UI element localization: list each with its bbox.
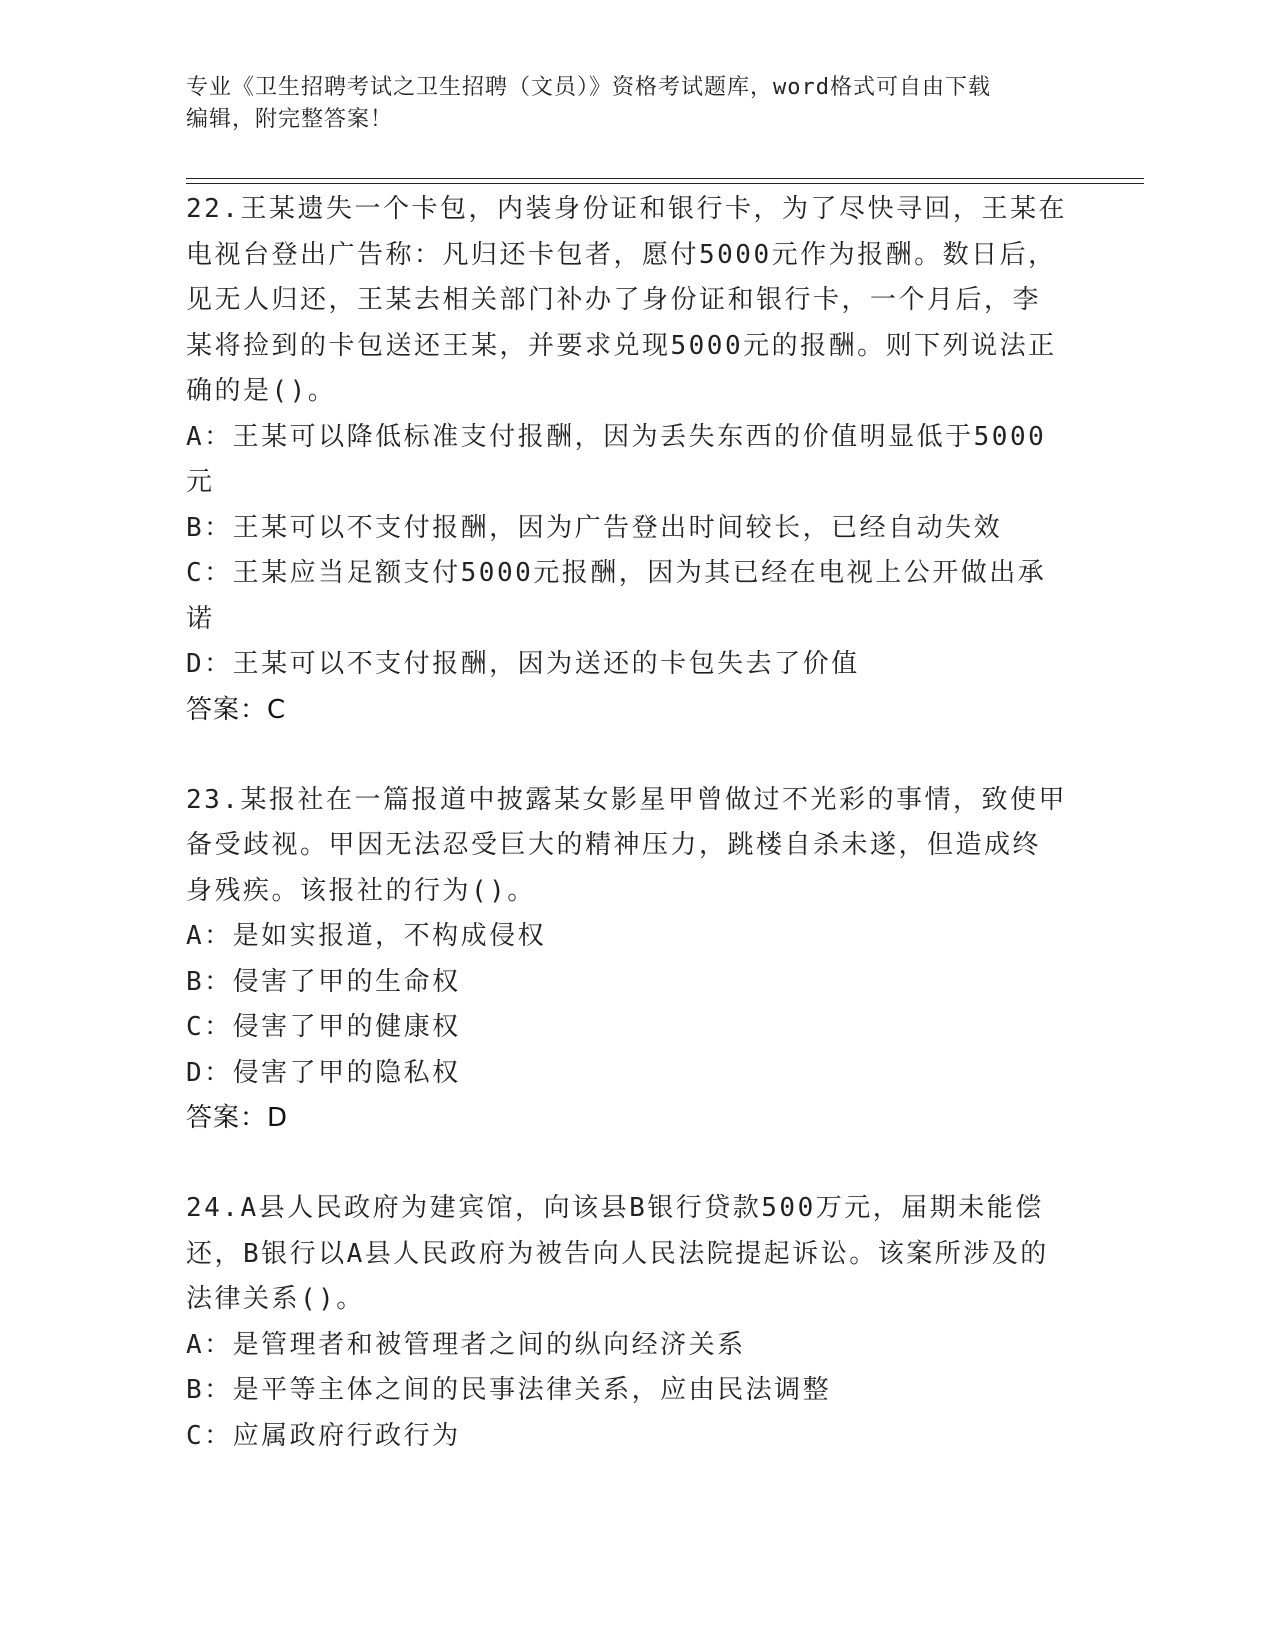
- question-text-line: 法律关系()。: [186, 1284, 365, 1314]
- option-a-line: 元: [186, 467, 215, 497]
- question-text-line: 23.某报社在一篇报道中披露某女影星甲曾做过不光彩的事情，致使甲: [186, 784, 1067, 815]
- question-spacer: [186, 732, 1086, 778]
- option-c-line: C：王某应当足额支付5000元报酬，因为其已经在电视上公开做出承: [186, 558, 1047, 588]
- option-d-line: D：王某可以不支付报酬，因为送还的卡包失去了价值: [186, 649, 860, 679]
- header-line-1: 专业《卫生招聘考试之卫生招聘（文员）》资格考试题库，word格式可自由下载: [186, 75, 991, 100]
- question-text-line: 某将捡到的卡包送还王某，并要求兑现5000元的报酬。则下列说法正: [186, 330, 1057, 361]
- question-spacer: [186, 1140, 1086, 1186]
- question-text-line: 电视台登出广告称：凡归还卡包者，愿付5000元作为报酬。数日后，: [186, 239, 1057, 270]
- option-c-line: C：应属政府行政行为: [186, 1420, 461, 1451]
- question-list: [186, 187, 1086, 1459]
- question-text-line: 还，B银行以A县人民政府为被告向人民法院提起诉讼。该案所涉及的: [186, 1238, 1049, 1269]
- option-c-line: 诺: [186, 603, 215, 634]
- option-b-line: B：侵害了甲的生命权: [186, 966, 461, 997]
- question-text-line: 确的是()。: [186, 376, 337, 406]
- header-line-2: 编辑，附完整答案！: [186, 107, 394, 132]
- answer-label: 答案：C: [186, 694, 287, 725]
- question-text-line: 22.王某遗失一个卡包，内装身份证和银行卡，为了尽快寻回，王某在: [186, 194, 1067, 224]
- question-22: [186, 187, 1086, 732]
- question-text-line: 身残疾。该报社的行为()。: [186, 875, 536, 906]
- header-divider-top: [186, 178, 1144, 179]
- option-a-line: A：是管理者和被管理者之间的纵向经济关系: [186, 1329, 746, 1360]
- question-text-line: 见无人归还，王某去相关部门补办了身份证和银行卡，一个月后，李: [186, 285, 1042, 315]
- option-c-line: C：侵害了甲的健康权: [186, 1012, 461, 1042]
- option-b-line: B：王某可以不支付报酬，因为广告登出时间较长，已经自动失效: [186, 512, 1003, 543]
- option-b-line: B：是平等主体之间的民事法律关系，应由民法调整: [186, 1375, 832, 1405]
- option-a-line: A：是如实报道，不构成侵权: [186, 921, 547, 951]
- question-text-line: 24.A县人民政府为建宾馆，向该县B银行贷款500万元，届期未能偿: [186, 1193, 1044, 1223]
- question-23: [186, 778, 1086, 1141]
- header-divider-bottom: [186, 183, 1144, 184]
- document-header: [186, 72, 1086, 136]
- option-d-line: D：侵害了甲的隐私权: [186, 1057, 461, 1088]
- question-24: [186, 1186, 1086, 1459]
- option-a-line: A：王某可以降低标准支付报酬，因为丢失东西的价值明显低于5000: [186, 421, 1047, 452]
- question-text-line: 备受歧视。甲因无法忍受巨大的精神压力，跳楼自杀未遂，但造成终: [186, 830, 1042, 860]
- answer-label: 答案：D: [186, 1103, 289, 1133]
